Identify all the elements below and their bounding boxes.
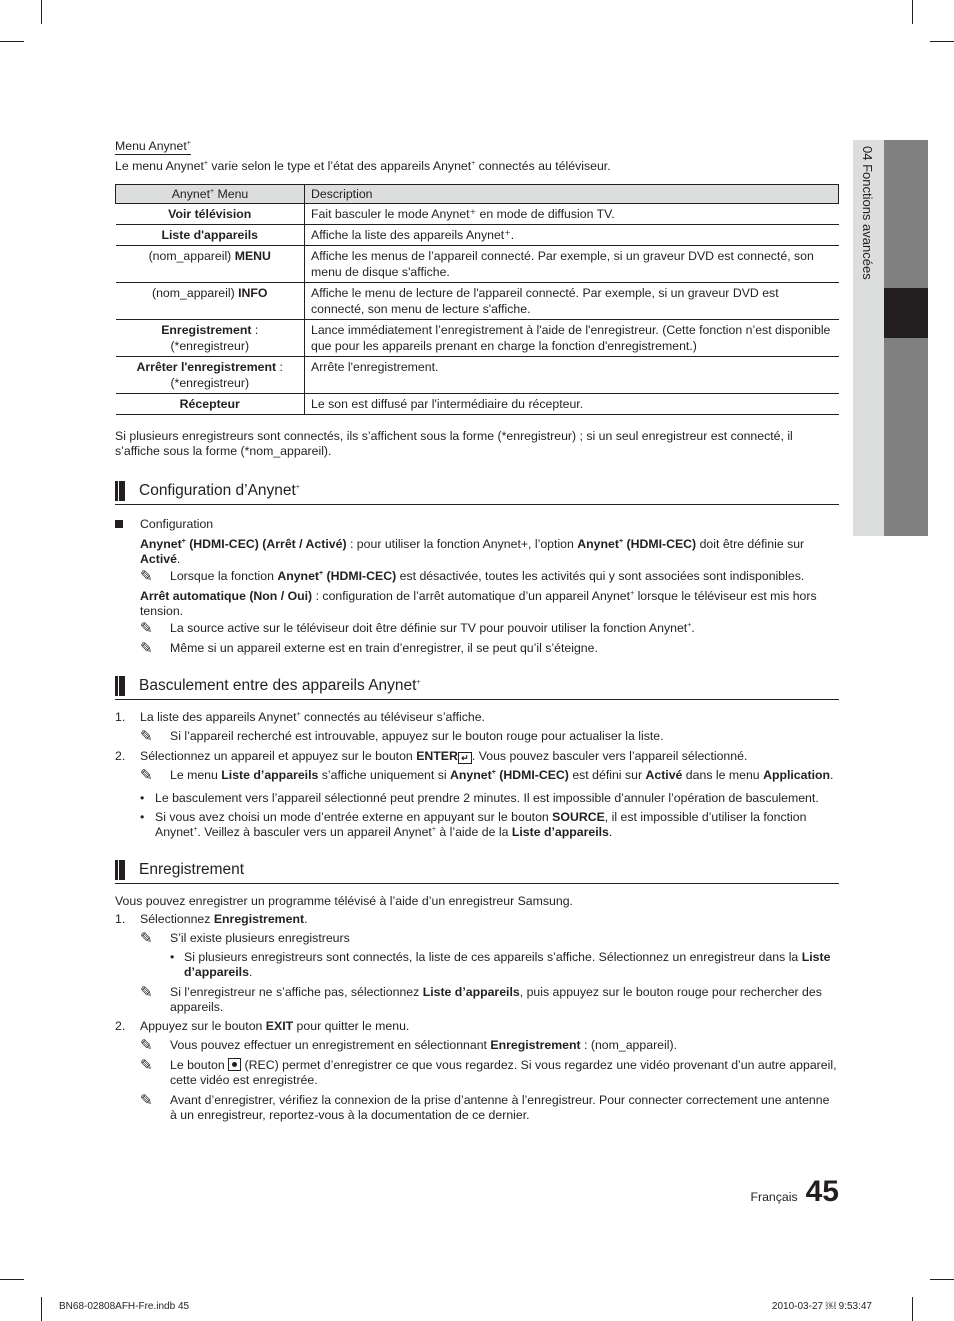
table-row [116, 225, 839, 246]
crop-mark [930, 41, 954, 42]
step: 2. Sélectionnez un appareil et appuyez sur le bouton ENTER ↵ . Vous pouvez basculer vers l’appareil sélectionné. [115, 749, 748, 763]
menu-cell: INFO [238, 286, 268, 300]
desc-cell: Arrête l'enregistrement. [305, 357, 839, 394]
menu-anynet-title: Menu Anynet+ [115, 139, 191, 153]
section-heading-config: Configuration d’Anynet+ [115, 481, 839, 505]
menu-cell-sub: (*enregistreur) [170, 339, 250, 353]
note: ✎ Le menu Liste d’appareils s’affiche uniquement si Anynet+ (HDMI-CEC) est défini sur Activé dans le menu Application. [140, 767, 834, 784]
note: ✎ Si l’appareil recherché est introuvable, appuyez sur le bouton rouge pour actualiser la liste. [140, 728, 664, 745]
heading-text: Enregistrement [139, 861, 245, 878]
table-footnote: Si plusieurs enregistreurs sont connectés, ils s’affichent sous la forme (*enregistreur) ; si un seul enregistreur est connecté, il s’affiche sous la forme (*nom_appareil). [115, 429, 793, 458]
note: ✎ Même si un appareil externe est en train d’enregistrer, il se peut qu’il s’éteigne. [140, 640, 598, 657]
crop-mark [912, 1297, 913, 1321]
note: ✎ Lorsque la fonction Anynet+ (HDMI-CEC) est désactivée, toutes les activités qui y sont associées sont indisponibles. [140, 568, 805, 585]
table-row [116, 394, 839, 415]
config-item [115, 517, 839, 532]
section-heading-record [115, 860, 839, 884]
anynet-menu-table [115, 184, 839, 415]
crop-mark [930, 1279, 954, 1280]
config-para-1: Anynet+ (HDMI-CEC) (Arrêt / Activé) : pour utiliser la fonction Anynet+, l’option Anynet+ (HDMI-CEC) doit être définie sur Activé. [140, 537, 805, 566]
note: ✎ Si l’enregistreur ne s’affiche pas, sélectionnez Liste d’appareils, puis appuyez sur le bouton rouge pour rechercher des appareils. [140, 984, 822, 1014]
page-language: Français [750, 1190, 798, 1204]
pencil-note-icon: ✎ [140, 767, 153, 784]
bullet-dot: • [140, 810, 145, 824]
menu-cell-sub: (*enregistreur) [170, 376, 250, 390]
crop-mark [41, 1297, 42, 1321]
menu-cell-post: : [251, 323, 259, 337]
config-item-label: Configuration [140, 517, 214, 531]
square-bullet-icon [115, 520, 123, 528]
heading-bar [115, 860, 125, 880]
desc-cell: Fait basculer le mode Anynet⁺ en mode de diffusion TV. [305, 204, 839, 225]
pencil-note-icon: ✎ [140, 640, 153, 657]
note: ✎ S’il existe plusieurs enregistreurs [140, 930, 350, 947]
bullet-item: • Le basculement vers l’appareil sélectionné peut prendre 2 minutes. Il est impossible d’annuler l’opération de basculement. [140, 791, 819, 805]
step: 2. Appuyez sur le bouton EXIT pour quitter le menu. [115, 1019, 410, 1033]
desc-cell: Lance immédiatement l’enregistrement à l'aide de l'enregistreur. (Cette fonction n’est disponible que pour les appareils prenant en charge la fonction d'enregistrement.) [305, 320, 839, 357]
footer-left: BN68-02808AFH-Fre.indb 45 [59, 1301, 190, 1312]
header-description: Description [305, 185, 839, 204]
crop-mark [0, 1279, 24, 1280]
config-para-2: Arrêt automatique (Non / Oui) : configuration de l’arrêt automatique d’un appareil Anynet+ lorsque le téléviseur est mis hors tension. [140, 589, 817, 618]
menu-cell-pre: (nom_appareil) [152, 286, 239, 300]
section-heading-switch: Basculement entre des appareils Anynet+ [115, 676, 839, 700]
menu-cell: MENU [234, 249, 271, 263]
chapter-label: 04 Fonctions avancées [860, 146, 875, 280]
menu-cell: Liste d'appareils [161, 228, 259, 242]
menu-cell: Enregistrement [161, 323, 252, 337]
pencil-note-icon: ✎ [140, 930, 153, 947]
enter-icon: ↵ [458, 752, 472, 764]
footer-right: 2010-03-27 ￼ 9:53:47 [771, 1301, 872, 1312]
bullet-dot: • [170, 950, 175, 964]
menu-cell-post: : [276, 360, 283, 374]
pencil-note-icon: ✎ [140, 728, 153, 745]
table-row [116, 357, 839, 394]
table-row [116, 246, 839, 283]
desc-cell: Affiche le menu de lecture de l'appareil connecté. Par exemple, si un graveur DVD est connecté, son menu de lecture s'affiche. [305, 283, 839, 320]
chapter-tab-active [884, 288, 928, 338]
pencil-note-icon: ✎ [140, 568, 153, 585]
note: ✎ Le bouton (REC) permet d’enregistrer ce que vous regardez. Si vous regardez une vidéo provenant d’un autre appareil, cette vidéo est enregistrée. [140, 1057, 837, 1087]
table-row [116, 320, 839, 357]
crop-mark [41, 0, 42, 24]
bullet-item: • Si vous avez choisi un mode d’entrée externe en appuyant sur le bouton SOURCE, il est impossible d’utiliser la fonction Anynet+. Veillez à basculer vers un appareil Anynet+ à l’aide de la Liste d’appareils. [140, 810, 807, 839]
pencil-note-icon: ✎ [140, 1057, 153, 1074]
record-intro: Vous pouvez enregistrer un programme télévisé à l’aide d’un enregistreur Samsung. [115, 894, 573, 908]
menu-cell: Récepteur [179, 397, 240, 411]
crop-mark [912, 0, 913, 24]
pencil-note-icon: ✎ [140, 984, 153, 1001]
chapter-tab-dark [884, 140, 928, 536]
heading-bar [115, 481, 125, 501]
pencil-note-icon: ✎ [140, 1092, 153, 1109]
record-button-icon [228, 1058, 241, 1071]
pencil-note-icon: ✎ [140, 620, 153, 637]
step: 1. Sélectionnez Enregistrement. [115, 912, 308, 926]
page-number-block [750, 1175, 839, 1209]
desc-cell: Affiche la liste des appareils Anynet⁺. [305, 225, 839, 246]
menu-cell-pre: (nom_appareil) [148, 249, 235, 263]
note: ✎ Vous pouvez effectuer un enregistrement en sélectionnant Enregistrement : (nom_appareil). [140, 1037, 677, 1054]
step: 1. La liste des appareils Anynet+ connectés au téléviseur s’affiche. [115, 710, 485, 724]
bullet-dot: • [140, 791, 145, 805]
menu-intro: Le menu Anynet+ varie selon le type et l’état des appareils Anynet+ connectés au téléviseur. [115, 159, 611, 173]
page-number: 45 [805, 1175, 839, 1208]
pencil-note-icon: ✎ [140, 1037, 153, 1054]
note: ✎ La source active sur le téléviseur doit être définie sur TV pour pouvoir utiliser la fonction Anynet+. [140, 620, 695, 637]
page-content [115, 139, 839, 1123]
menu-cell: Arrêter l'enregistrement [136, 360, 277, 374]
desc-cell: Le son est diffusé par l'intermédiaire du récepteur. [305, 394, 839, 415]
heading-bar [115, 676, 125, 696]
heading-text: Basculement entre des appareils Anynet [139, 677, 417, 694]
crop-mark [0, 41, 24, 42]
desc-cell: Affiche les menus de l’appareil connecté. Par exemple, si un graveur DVD est connecté, son menu de disque s'affiche. [305, 246, 839, 283]
table-row [116, 283, 839, 320]
header-menu: Anynet+ Menu [116, 185, 305, 204]
menu-cell: Voir télévision [168, 207, 252, 221]
note: ✎ Avant d’enregistrer, vérifiez la connexion de la prise d’antenne à l’enregistreur. Pour connecter correctement une antenne à un enregistreur, reportez-vous à la documentation de ce dernier. [140, 1092, 830, 1122]
heading-text: Configuration d’Anynet [139, 482, 296, 499]
table-header-row [116, 185, 839, 204]
bullet-item: • Si plusieurs enregistreurs sont connectés, la liste de ces appareils s’affiche. Sélectionnez un enregistreur dans la Liste d’appareils. [170, 950, 831, 979]
table-row [116, 204, 839, 225]
